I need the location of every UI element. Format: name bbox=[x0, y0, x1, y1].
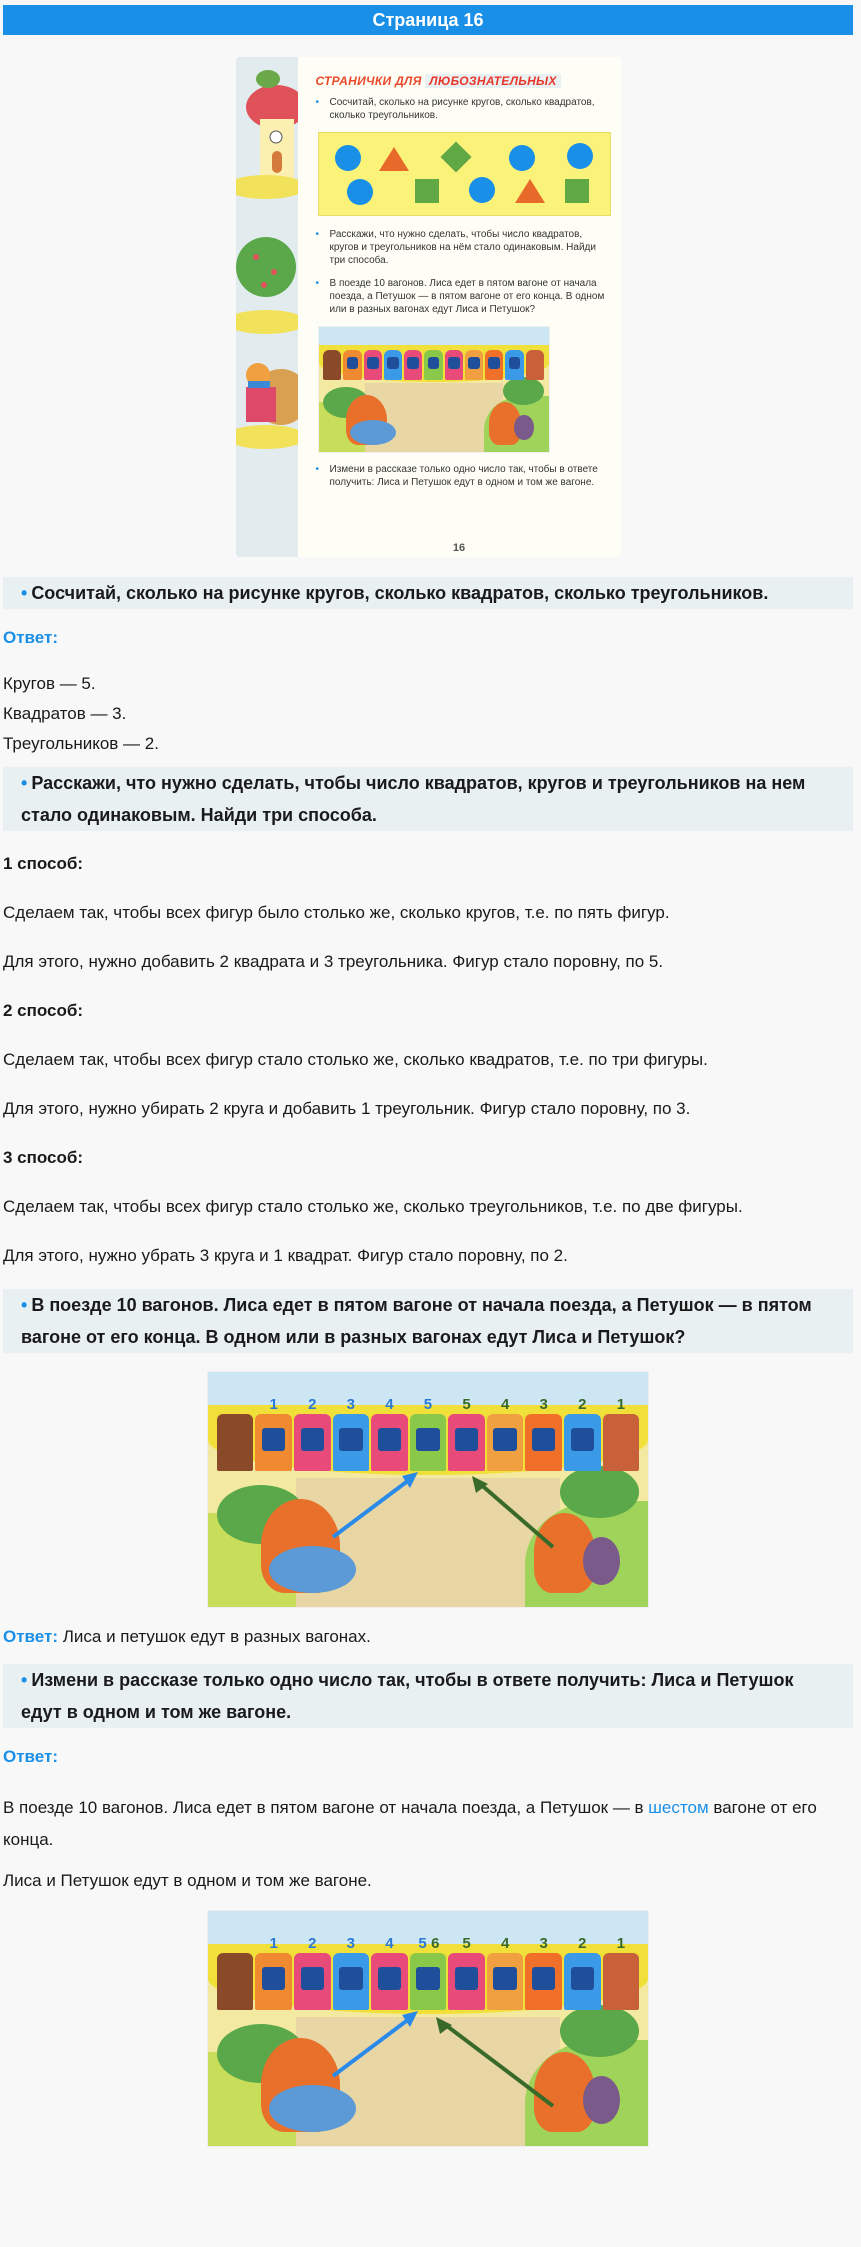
textbook-item: • В поезде 10 вагонов. Лиса едет в пятом вагоне от начала поезда, а Петушок — в пятом вагоне от его конца. В одном или в разных вагонах едут Лиса и Петушок? bbox=[310, 277, 611, 316]
question-text: В поезде 10 вагонов. Лиса едет в пятом вагоне от начала поезда, а Петушок — в пятом вагоне от его конца. В одном или в разных вагонах едут Лиса и Петушок? bbox=[21, 1295, 812, 1347]
page-title: Страница 16 bbox=[372, 10, 484, 30]
triangle-shape bbox=[379, 147, 409, 171]
bullet-icon: • bbox=[21, 1670, 28, 1690]
bullet-icon: • bbox=[21, 1295, 28, 1315]
way-line: Для этого, нужно убирать 2 круга и добавить 1 треугольник. Фигур стало поровну, по 3. bbox=[3, 1099, 691, 1118]
textbook-figure bbox=[3, 57, 853, 557]
page-header bbox=[3, 5, 853, 35]
textbook-item: • Сосчитай, сколько на рисунке кругов, сколько квадратов, сколько треугольников. bbox=[310, 96, 611, 122]
square-shape bbox=[440, 141, 471, 172]
question-2 bbox=[3, 767, 853, 831]
way-line: Сделаем так, чтобы всех фигур было столько же, сколько кругов, т.е. по пять фигур. bbox=[3, 903, 670, 922]
bullet-icon: • bbox=[21, 583, 28, 603]
question-1 bbox=[3, 577, 853, 609]
train-figure-1 bbox=[3, 1371, 853, 1608]
question-text: Расскажи, что нужно сделать, чтобы число квадратов, кругов и треугольников на нем стало одинаковым. Найди три способа. bbox=[21, 773, 806, 825]
way-title: 1 способ: bbox=[3, 854, 84, 873]
square-shape bbox=[565, 179, 589, 203]
bullet-icon: • bbox=[21, 773, 28, 793]
way-line: Сделаем так, чтобы всех фигур стало столько же, сколько треугольников, т.е. по две фигуры. bbox=[3, 1197, 743, 1216]
question-4 bbox=[3, 1664, 853, 1728]
answer-paragraph: В поезде 10 вагонов. Лиса едет в пятом вагоне от начала поезда, а Петушок — в шестом вагоне от его конца. bbox=[3, 1798, 817, 1849]
way-title: 3 способ: bbox=[3, 1148, 84, 1167]
textbook-page-number: 16 bbox=[452, 542, 466, 554]
way-line: Для этого, нужно добавить 2 квадрата и 3 треугольника. Фигур стало поровну, по 5. bbox=[3, 952, 664, 971]
answer-paragraph bbox=[3, 1626, 853, 1648]
decorative-illustration bbox=[236, 57, 298, 557]
train-picture-small bbox=[318, 326, 550, 453]
question-text: Сосчитай, сколько на рисунке кругов, сколько квадратов, сколько треугольников. bbox=[31, 583, 769, 603]
answer-line: Кругов — 5. bbox=[3, 674, 96, 693]
circle-shape bbox=[347, 179, 373, 205]
question-3 bbox=[3, 1289, 853, 1353]
train-figure-2 bbox=[3, 1910, 853, 2147]
train-picture: 1 2 3 4 5 5 4 3 2 1 bbox=[207, 1371, 649, 1608]
fox-illustration bbox=[346, 395, 387, 445]
answer-line: Треугольников — 2. bbox=[3, 734, 159, 753]
textbook-item: • Расскажи, что нужно сделать, чтобы число квадратов, кругов и треугольников на нём стало одинаковым. Найди три способа. bbox=[310, 228, 611, 267]
highlighted-word: шестом bbox=[648, 1798, 709, 1817]
answer-line: Квадратов — 3. bbox=[3, 704, 127, 723]
answer-label: Ответ: bbox=[3, 1747, 58, 1766]
circle-shape bbox=[469, 177, 495, 203]
shapes-picture bbox=[318, 132, 611, 216]
triangle-shape bbox=[515, 179, 545, 203]
textbook-page-image bbox=[236, 57, 621, 557]
rooster-illustration bbox=[489, 402, 521, 445]
answer-line: Лиса и Петушок едут в одном и том же вагоне. bbox=[3, 1871, 372, 1890]
textbook-title: СТРАНИЧКИ ДЛЯ ЛЮБОЗНАТЕЛЬНЫХ bbox=[316, 75, 611, 88]
way-line: Сделаем так, чтобы всех фигур стало столько же, сколько квадратов, т.е. по три фигуры. bbox=[3, 1050, 708, 1069]
way-line: Для этого, нужно убрать 3 круга и 1 квадрат. Фигур стало поровну, по 2. bbox=[3, 1246, 568, 1265]
textbook-content bbox=[298, 57, 621, 557]
answer-label: Ответ: bbox=[3, 628, 58, 647]
answer-text: Лиса и петушок едут в разных вагонах. bbox=[62, 1627, 371, 1646]
circle-shape bbox=[509, 145, 535, 171]
way-title: 2 способ: bbox=[3, 1001, 84, 1020]
circle-shape bbox=[335, 145, 361, 171]
circle-shape bbox=[567, 143, 593, 169]
answer-label: Ответ: bbox=[3, 1627, 58, 1646]
question-text: Измени в рассказе только одно число так, чтобы в ответе получить: Лиса и Петушок едут в одном и том же вагоне. bbox=[21, 1670, 794, 1722]
textbook-item: • Измени в рассказе только одно число так, чтобы в ответе получить: Лиса и Петушок едут в одном и том же вагоне. bbox=[310, 463, 611, 489]
train-picture: 1 2 3 4 5 6 5 4 3 2 1 bbox=[207, 1910, 649, 2147]
square-shape bbox=[415, 179, 439, 203]
